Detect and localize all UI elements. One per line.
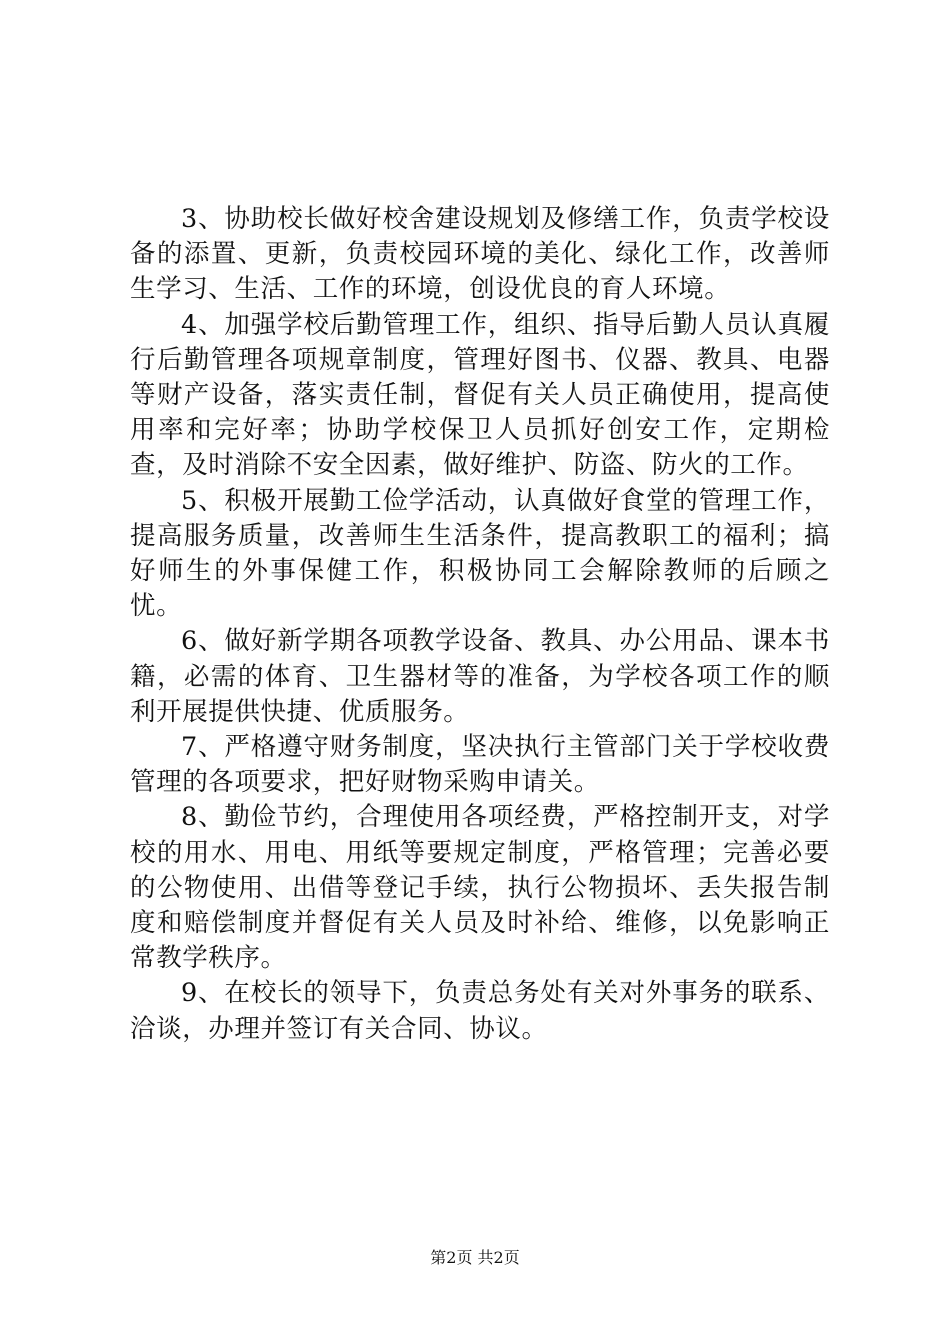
paragraph-item-9: 9、在校长的领导下，负责总务处有关对外事务的联系、洽谈，办理并签订有关合同、协议。: [130, 978, 830, 1044]
paragraph-item-5: 5、积极开展勤工俭学活动，认真做好食堂的管理工作，提高服务质量，改善师生生活条件，提高教职工的福利；搞好师生的外事保健工作，积极协同工会解除教师的后顾之忧。: [130, 485, 830, 622]
paragraph-item-4: 4、加强学校后勤管理工作，组织、指导后勤人员认真履行后勤管理各项规章制度，管理好图书、仪器、教具、电器等财产设备，落实责任制，督促有关人员正确使用，提高使用率和完好率；协助学校保卫人员抓好创安工作，定期检查，及时消除不安全因素，做好维护、防盗、防火的工作。: [130, 309, 830, 481]
page-number-footer: 第2页 共2页: [430, 1248, 520, 1267]
paragraph-item-3: 3、协助校长做好校舍建设规划及修缮工作，负责学校设备的添置、更新，负责校园环境的美化、绿化工作，改善师生学习、生活、工作的环境，创设优良的育人环境。: [130, 204, 830, 305]
document-body: [130, 202, 830, 1047]
paragraph-item-6: 6、做好新学期各项教学设备、教具、办公用品、课本书籍，必需的体育、卫生器材等的准备，为学校各项工作的顺利开展提供快捷、优质服务。: [130, 626, 830, 727]
paragraph-item-7: 7、严格遵守财务制度，坚决执行主管部门关于学校收费管理的各项要求，把好财物采购申请关。: [130, 732, 830, 798]
paragraph-item-8: 8、勤俭节约，合理使用各项经费，严格控制开支，对学校的用水、用电、用纸等要规定制度，严格管理；完善必要的公物使用、出借等登记手续，执行公物损坏、丢失报告制度和赔偿制度并督促有关人员及时补给、维修，以免影响正常教学秩序。: [130, 802, 830, 974]
